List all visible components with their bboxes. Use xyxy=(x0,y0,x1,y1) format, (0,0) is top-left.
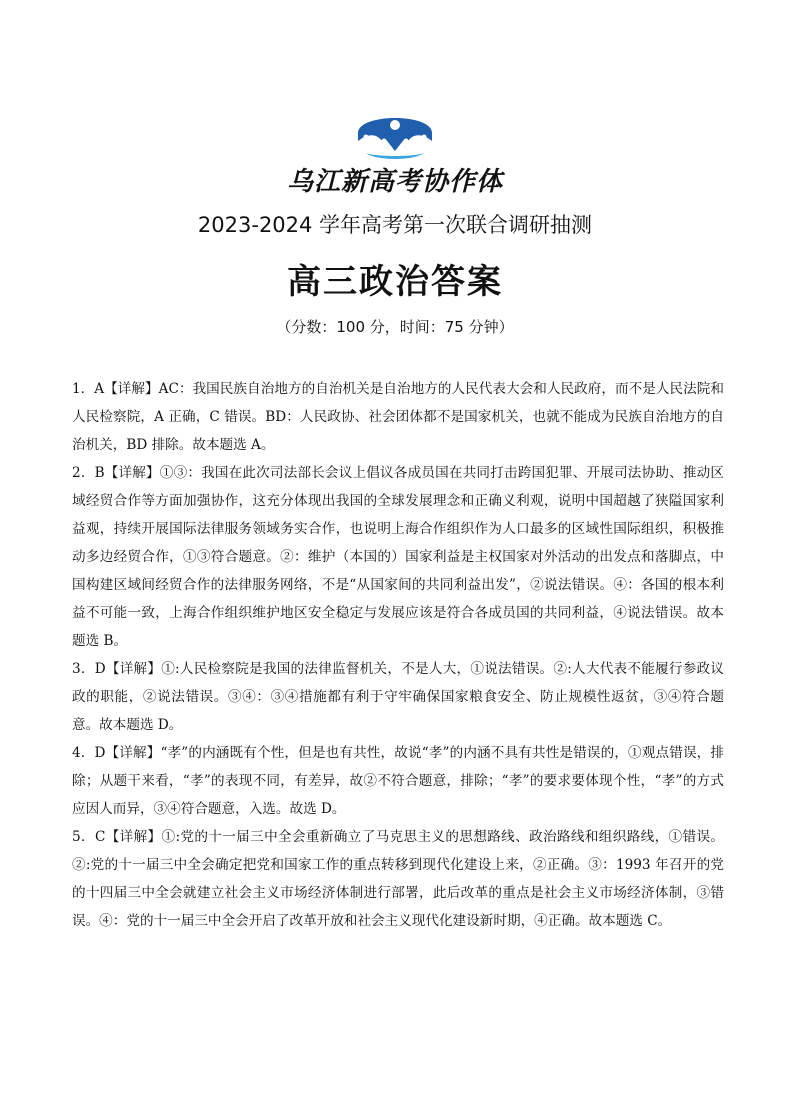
exam-meta: （分数：100 分，时间：75 分钟） xyxy=(276,318,514,336)
answer-item-3: 3．D【详解】①:人民检察院是我国的法律监督机关，不是人大，①说法错误。②:人大代表不能履行参政议政的职能，②说法错误。③④：③④措施都有利于守牢确保国家粮食安全、防止规模性返贫，③④符合题意。故本题选 D。 xyxy=(72,661,724,733)
brand-name: 乌江新高考协作体 xyxy=(286,167,503,197)
exam-subtitle: 2023-2024 学年高考第一次联合调研抽测 xyxy=(197,213,593,237)
wujiang-logo-icon xyxy=(352,103,438,163)
answer-list xyxy=(72,375,724,935)
answer-item-4: 4．D【详解】“孝”的内涵既有个性，但是也有共性，故说“孝”的内涵不具有共性是错误的，①观点错误，排除；从题干来看，“孝”的表现不同，有差异，故②不符合题意，排除；“孝”的要求要体现个性，“孝”的方式应因人而异，③④符合题意，入选。故选 D。 xyxy=(72,745,724,817)
page-title: 高三政治答案 xyxy=(287,262,503,302)
answer-item-1: 1．A【详解】AC：我国民族自治地方的自治机关是自治地方的人民代表大会和人民政府，而不是人民法院和人民检察院，A 正确，C 错误。BD：人民政协、社会团体都不是国家机关，也就不能成为民族自治地方的自治机关，BD 排除。故本题选 A。 xyxy=(72,381,724,453)
answer-item-2: 2．B【详解】①③：我国在此次司法部长会议上倡议各成员国在共同打击跨国犯罪、开展司法协助、推动区域经贸合作等方面加强协作，这充分体现出我国的全球发展理念和正确义利观，说明中国超越了狭隘国家利益观，持续开展国际法律服务领域务实合作，也说明上海合作组织作为人口最多的区域性国际组织，积极推动多边经贸合作，①③符合题意。②：维护（本国的）国家利益是主权国家对外活动的出发点和落脚点，中国构建区域间经贸合作的法律服务网络，不是“从国家间的共同利益出发”，②说法错误。④：各国的根本利益不可能一致，上海合作组织维护地区安全稳定与发展应该是符合各成员国的共同利益，④说法错误。故本题选 B。 xyxy=(72,465,724,649)
answer-item-5: 5．C【详解】①:党的十一届三中全会重新确立了马克思主义的思想路线、政治路线和组织路线，①错误。②:党的十一届三中全会确定把党和国家工作的重点转移到现代化建设上来，②正确。③：1993 年召开的党的十四届三中全会就建立社会主义市场经济体制进行部署，此后改革的重点是社会主义市场经济体制，③错误。④：党的十一届三中全会开启了改革开放和社会主义现代化建设新时期，④正确。故本题选 C。 xyxy=(72,829,724,929)
